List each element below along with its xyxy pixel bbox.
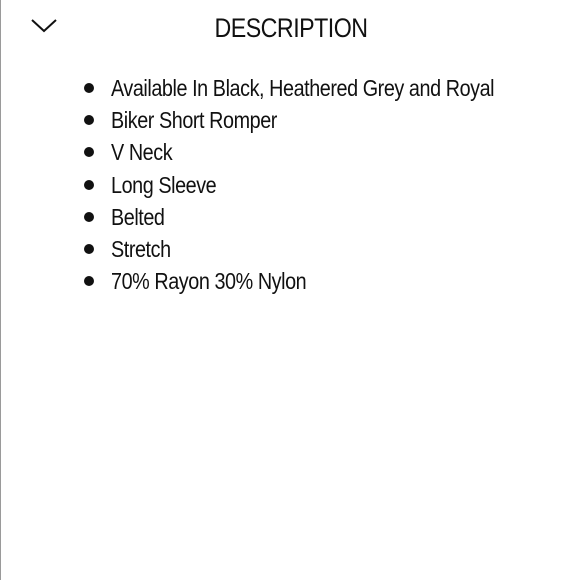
feature-text: Biker Short Romper: [111, 107, 277, 134]
bullet-icon: [84, 180, 94, 190]
bullet-icon: [84, 115, 94, 125]
feature-text: Long Sleeve: [111, 171, 217, 198]
feature-text: Available In Black, Heathered Grey and Royal: [111, 75, 495, 101]
feature-text: 70% Rayon 30% Nylon: [111, 268, 307, 295]
bullet-icon: [84, 83, 94, 93]
bullet-icon: [84, 244, 94, 254]
feature-text: Belted: [111, 203, 165, 230]
description-title: DESCRIPTION: [214, 13, 368, 43]
bullet-icon: [84, 147, 94, 157]
bullet-icon: [84, 212, 94, 222]
feature-text: Stretch: [111, 235, 171, 262]
bullet-icon: [84, 276, 94, 286]
description-accordion-toggle[interactable]: [1, 0, 580, 56]
feature-text: V Neck: [111, 139, 173, 166]
